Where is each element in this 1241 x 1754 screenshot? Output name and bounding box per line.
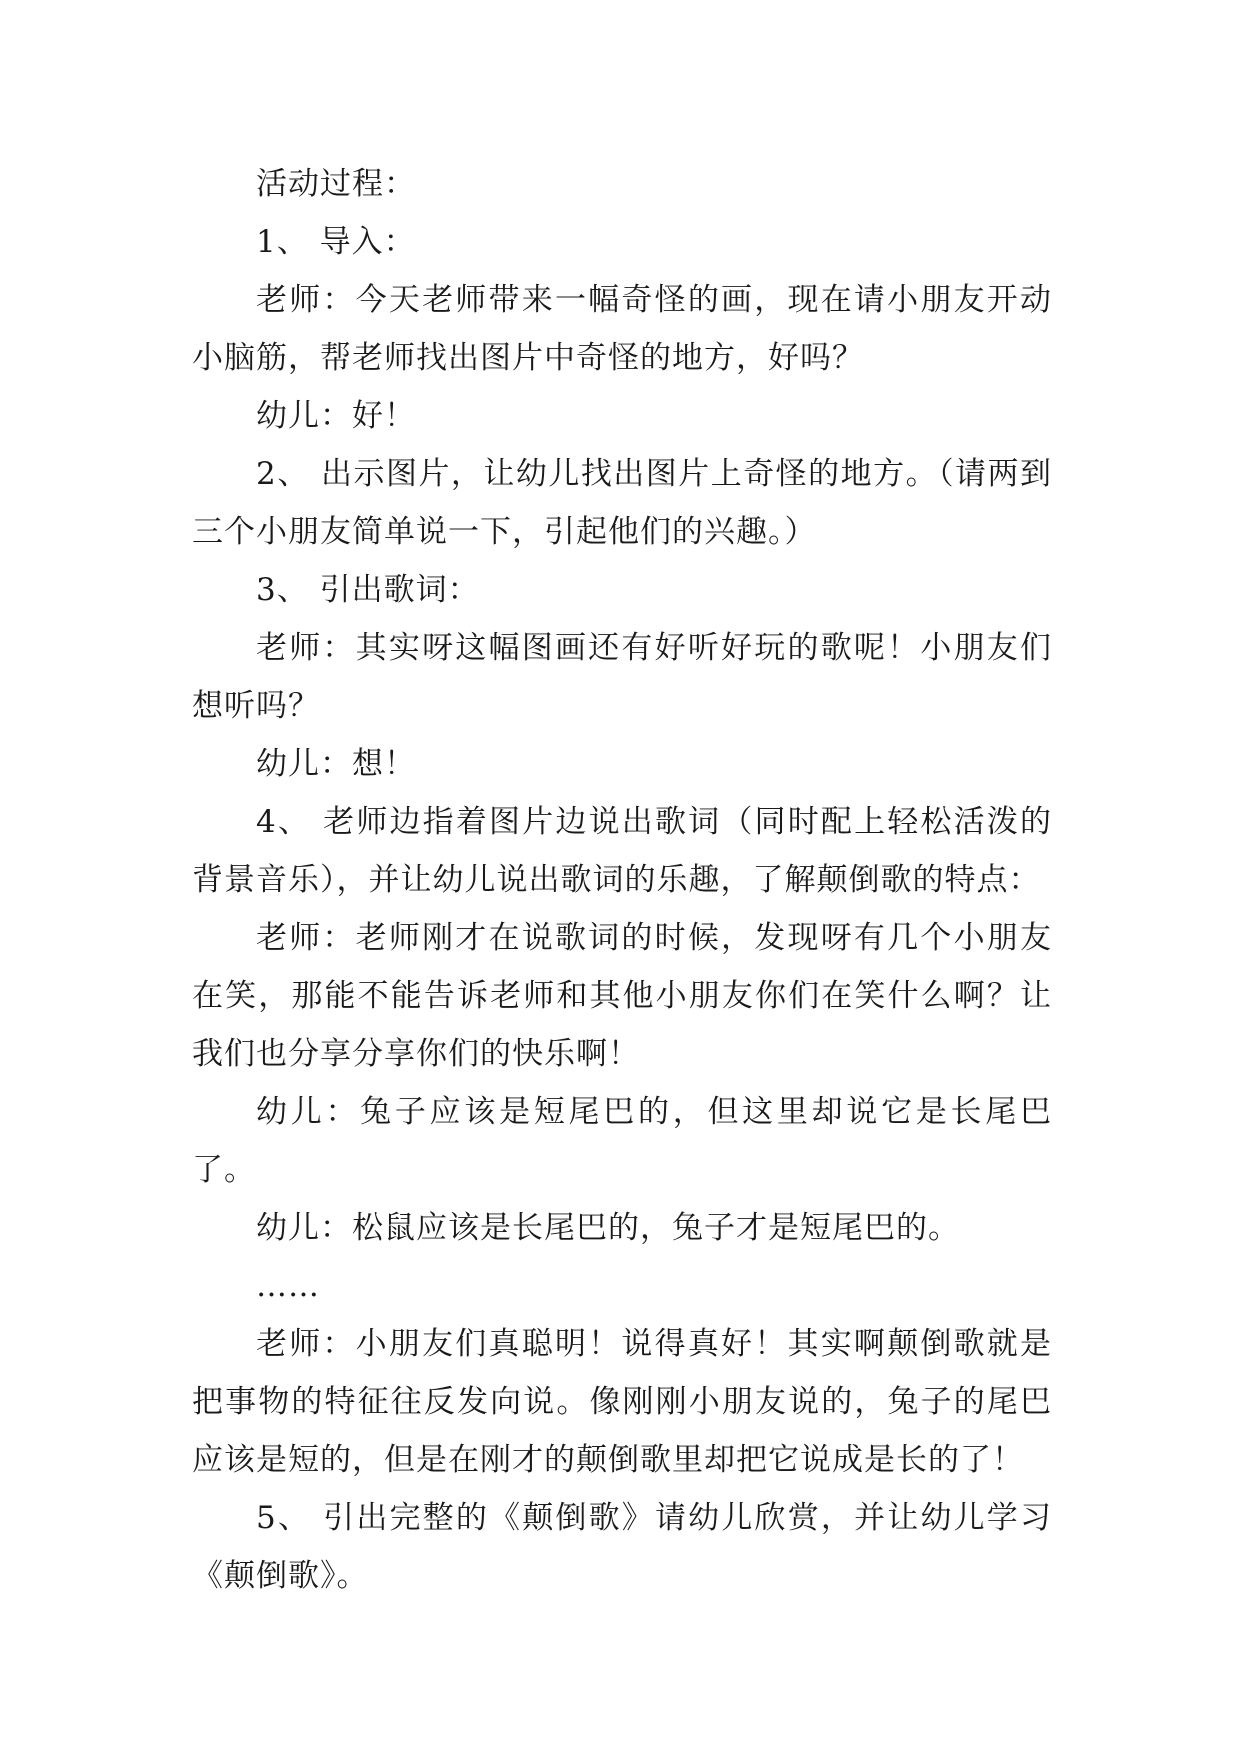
dialogue-paragraph: 幼儿：松鼠应该是长尾巴的，兔子才是短尾巴的。 <box>256 1210 960 1246</box>
dialogue-paragraph: 老师：小朋友们真聪明！说得真好！其实啊颠倒歌就是把事物的特征往反发向说。像刚刚小朋友说的，兔子的尾巴应该是短的，但是在刚才的颠倒歌里却把它说成是长的了！ <box>192 1326 1052 1478</box>
dialogue-paragraph: 老师：老师刚才在说歌词的时候，发现呀有几个小朋友在笑，那能不能告诉老师和其他小朋友你们在笑什么啊？让我们也分享分享你们的快乐啊！ <box>192 920 1052 1072</box>
dialogue-paragraph: 幼儿：好！ <box>256 398 416 434</box>
dialogue-paragraph: 老师：今天老师带来一幅奇怪的画，现在请小朋友开动小脑筋，帮老师找出图片中奇怪的地方，好吗？ <box>192 282 1052 376</box>
document-body <box>192 155 1052 1605</box>
ellipsis-line: …… <box>256 1268 320 1304</box>
step-item: 1、 导入： <box>256 224 416 260</box>
step-item: 2、 出示图片，让幼儿找出图片上奇怪的地方。（请两到三个小朋友简单说一下，引起他们的兴趣。） <box>192 456 1052 550</box>
step-item: 5、 引出完整的《颠倒歌》请幼儿欣赏，并让幼儿学习《颠倒歌》。 <box>192 1500 1052 1594</box>
dialogue-paragraph: 幼儿：想！ <box>256 746 416 782</box>
dialogue-paragraph: 老师：其实呀这幅图画还有好听好玩的歌呢！小朋友们想听吗？ <box>192 630 1052 724</box>
dialogue-paragraph: 幼儿：兔子应该是短尾巴的，但这里却说它是长尾巴了。 <box>192 1094 1052 1188</box>
step-item: 4、 老师边指着图片边说出歌词（同时配上轻松活泼的背景音乐），并让幼儿说出歌词的乐趣，了解颠倒歌的特点： <box>192 804 1052 898</box>
section-heading: 活动过程： <box>256 166 416 202</box>
step-item: 3、 引出歌词： <box>256 572 480 608</box>
